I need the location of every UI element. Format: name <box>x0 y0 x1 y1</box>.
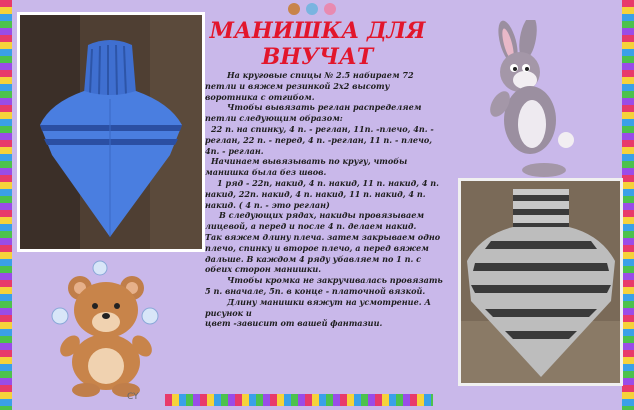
mini-bear-icon <box>324 3 336 15</box>
bear-illustration <box>40 258 170 398</box>
title-line-2: ВНУЧАТ <box>261 44 374 70</box>
rabbit-illustration <box>470 20 590 180</box>
striped-dickey-image <box>461 181 620 383</box>
striped-dickey-photo <box>458 178 623 386</box>
page-title <box>205 18 430 70</box>
paragraph: Чтобы вывязать реглан распределяем петли следующим образом: <box>205 102 422 124</box>
title-line-1: МАНИШКА ДЛЯ <box>209 18 426 44</box>
blue-dickey-photo <box>17 12 205 252</box>
paragraph: На круговые спицы № 2.5 набираем 72 петли и вяжем резинкой 2х2 высоту воротника с отгибом. <box>205 70 414 102</box>
mini-bear-icon <box>288 3 300 15</box>
blue-dickey-image <box>20 15 202 249</box>
paragraph: Длину манишки вяжут на усмотрение. А рисунок и <box>205 296 431 318</box>
title-decoration <box>288 3 336 15</box>
paragraph: Начинаем вывязывать по кругу, чтобы манишка была без швов. <box>205 156 408 178</box>
paragraph: В следующих рядах, накиды провязываем лицевой, а перед и после 4 п. делаем накид. <box>205 210 425 232</box>
paragraph: 22 п. на спинку, 4 п. - реглан, 11п. -плечо, 4п. - реглан, 22 п. - перед, 4 п. -реглан, 11 п. - плечо, 4п. - реглан. <box>205 123 434 156</box>
flower-border-bottom <box>165 394 433 406</box>
paragraph: цвет -зависит от вашей фантазии. <box>205 318 383 329</box>
instructions-text <box>205 70 445 329</box>
flower-border-right <box>622 0 634 410</box>
paragraph: 1 ряд - 22п, накид, 4 п. накид, 11 п. накид, 4 п. накид, 22п. накид, 4 п. накид, 11 п. накид, 4 п. накид. ( 4 п. - это реглан) <box>205 177 439 210</box>
paragraph: Чтобы кромка не закручивалась провязать 5 п. вначале, 5п. в конце - платочной вязкой. <box>205 275 443 296</box>
paragraph: Так вяжем длину плеча. затем закрываем одно плечо, спинку и второе плечо, а перед вяжем дальше. В каждом 4 ряду убавляем по 1 п. с обеих сторон манишки. <box>205 231 441 275</box>
flower-border-left <box>0 0 12 410</box>
watermark-text: CY <box>127 392 139 402</box>
mini-bear-icon <box>306 3 318 15</box>
